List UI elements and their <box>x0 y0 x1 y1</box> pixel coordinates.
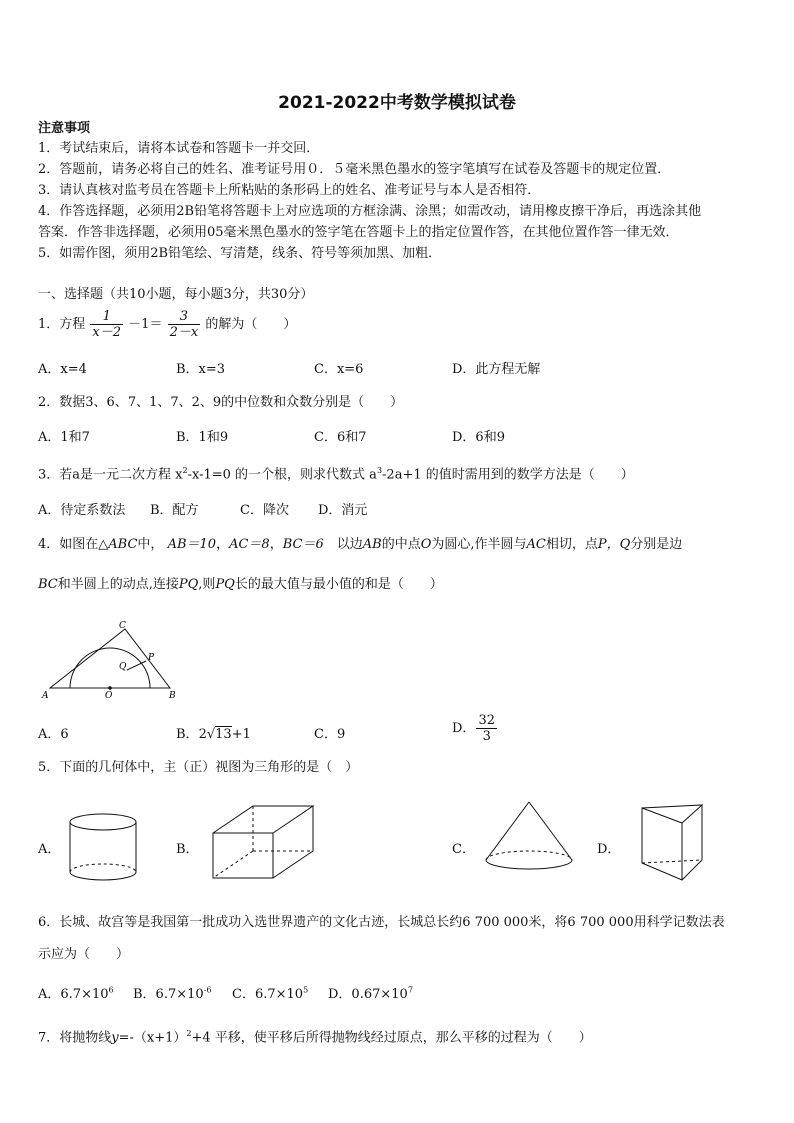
section-heading: 一、选择题（共10小题，每小题3分，共30分） <box>38 287 314 302</box>
option-b[interactable]: B．x=3 <box>176 362 226 377</box>
option-a[interactable]: A． <box>38 842 61 857</box>
fig-label-c: C <box>119 621 126 631</box>
option-a[interactable]: A．1和7 <box>38 430 90 445</box>
option-d[interactable]: D． $\frac{32}{3}$ <box>452 713 495 744</box>
notice-heading: 注意事项 <box>38 121 91 136</box>
notice-item: 5．如需作图，须用2B铅笔绘、写清楚，线条、符号等须加黑、加粗． <box>38 246 442 261</box>
option-d[interactable]: D．消元 <box>318 503 368 518</box>
option-c[interactable]: C．6和7 <box>314 430 367 445</box>
question-7: 7．将抛物线$y=-(x+1)^2+4$ 平移，使平移后所得抛物线经过原点，那么平移的过程为（ ） <box>38 1029 592 1046</box>
cone-shape <box>483 800 575 875</box>
option-b[interactable]: B．$6.7\times 10^{-6}$ <box>133 985 212 1002</box>
question-5: 5．下面的几何体中，主（正）视图为三角形的是（ ） <box>38 760 359 775</box>
fig-label-p: P <box>148 653 155 663</box>
notice-item: 答案．作答非选择题，必须用05毫米黑色墨水的签字笔在答题卡上的指定位置作答，在其他位置作答一律无效． <box>38 225 679 240</box>
option-b[interactable]: B．2√13+1 <box>176 727 251 742</box>
cylinder-shape <box>68 812 138 882</box>
fig-label-a: A <box>42 691 49 701</box>
option-a[interactable]: A．x=4 <box>38 362 87 377</box>
question-4-line-1: 4．如图在△ABC中， AB＝10，AC＝8，BC＝6 以边AB的中点O为圆心,作半圆与AC相切，点P，Q分别是边 <box>38 537 683 552</box>
option-b[interactable]: B． <box>176 842 199 857</box>
page-title: 2021-2022中考数学模拟试卷 <box>278 93 516 113</box>
option-d[interactable]: D．此方程无解 <box>452 362 541 377</box>
option-d[interactable]: D． <box>597 842 621 857</box>
question-2: 2．数据3、6、7、1、7、2、9的中位数和众数分别是（ ） <box>38 395 404 410</box>
q4-figure-triangle <box>42 620 182 700</box>
fraction: $\frac{1}{x-2}$ <box>92 309 122 340</box>
option-a[interactable]: A．6 <box>38 727 69 742</box>
option-d[interactable]: D．$0.67\times 10^7$ <box>328 985 413 1002</box>
notice-item: 1．考试结束后，请将本试卷和答题卡一并交回． <box>38 141 320 156</box>
option-c[interactable]: C．9 <box>314 727 346 742</box>
question-6-line-1: 6．长城、故宫等是我国第一批成功入选世界遗产的文化古迹，长城总长约6 700 000米，将6 700 000用科学记数法表 <box>38 915 725 930</box>
option-c[interactable]: C．$6.7\times 10^5$ <box>232 985 309 1002</box>
option-a[interactable]: A．$6.7\times 10^6$ <box>38 985 114 1002</box>
option-d[interactable]: D．6和9 <box>452 430 505 445</box>
option-b[interactable]: B．1和9 <box>176 430 229 445</box>
question-6-line-2: 示应为（ ） <box>38 947 130 962</box>
option-c[interactable]: C． <box>452 842 475 857</box>
question-1: 1．方程 $\frac{1}{x-2}$ －1＝ $\frac{3}{2-x}$ 的解为（ ） <box>38 309 297 340</box>
question-4-line-2: BC和半圆上的动点,连接PQ,则PQ长的最大值与最小值的和是（ ） <box>38 577 443 592</box>
option-c[interactable]: C．降次 <box>240 503 289 518</box>
notice-item: 2．答题前，请务必将自己的姓名、准考证号用０．５毫米黑色墨水的签字笔填写在试卷及答题卡的规定位置． <box>38 162 671 177</box>
triangular-prism-shape <box>637 798 707 883</box>
notice-item: 4．作答选择题，必须用2B铅笔将答题卡上对应选项的方框涂满、涂黑；如需改动，请用橡皮擦干净后，再选涂其他 <box>38 204 702 219</box>
fraction: $\frac{3}{2-x}$ <box>169 309 199 340</box>
cuboid-shape <box>208 803 318 883</box>
option-b[interactable]: B．配方 <box>150 503 199 518</box>
question-3: 3．若a是一元二次方程 $x^2-x-1=0$ 的一个根，则求代数式 $a^3-2a+1$ 的值时需用到的数学方法是（ ） <box>38 466 634 483</box>
fig-label-b: B <box>169 691 176 701</box>
notice-item: 3．请认真核对监考员在答题卡上所粘贴的条形码上的姓名、准考证号与本人是否相符． <box>38 183 541 198</box>
option-c[interactable]: C．x=6 <box>314 362 364 377</box>
option-a[interactable]: A．待定系数法 <box>38 503 126 518</box>
fig-label-q: Q <box>119 662 127 672</box>
fig-label-o: O <box>105 691 113 701</box>
